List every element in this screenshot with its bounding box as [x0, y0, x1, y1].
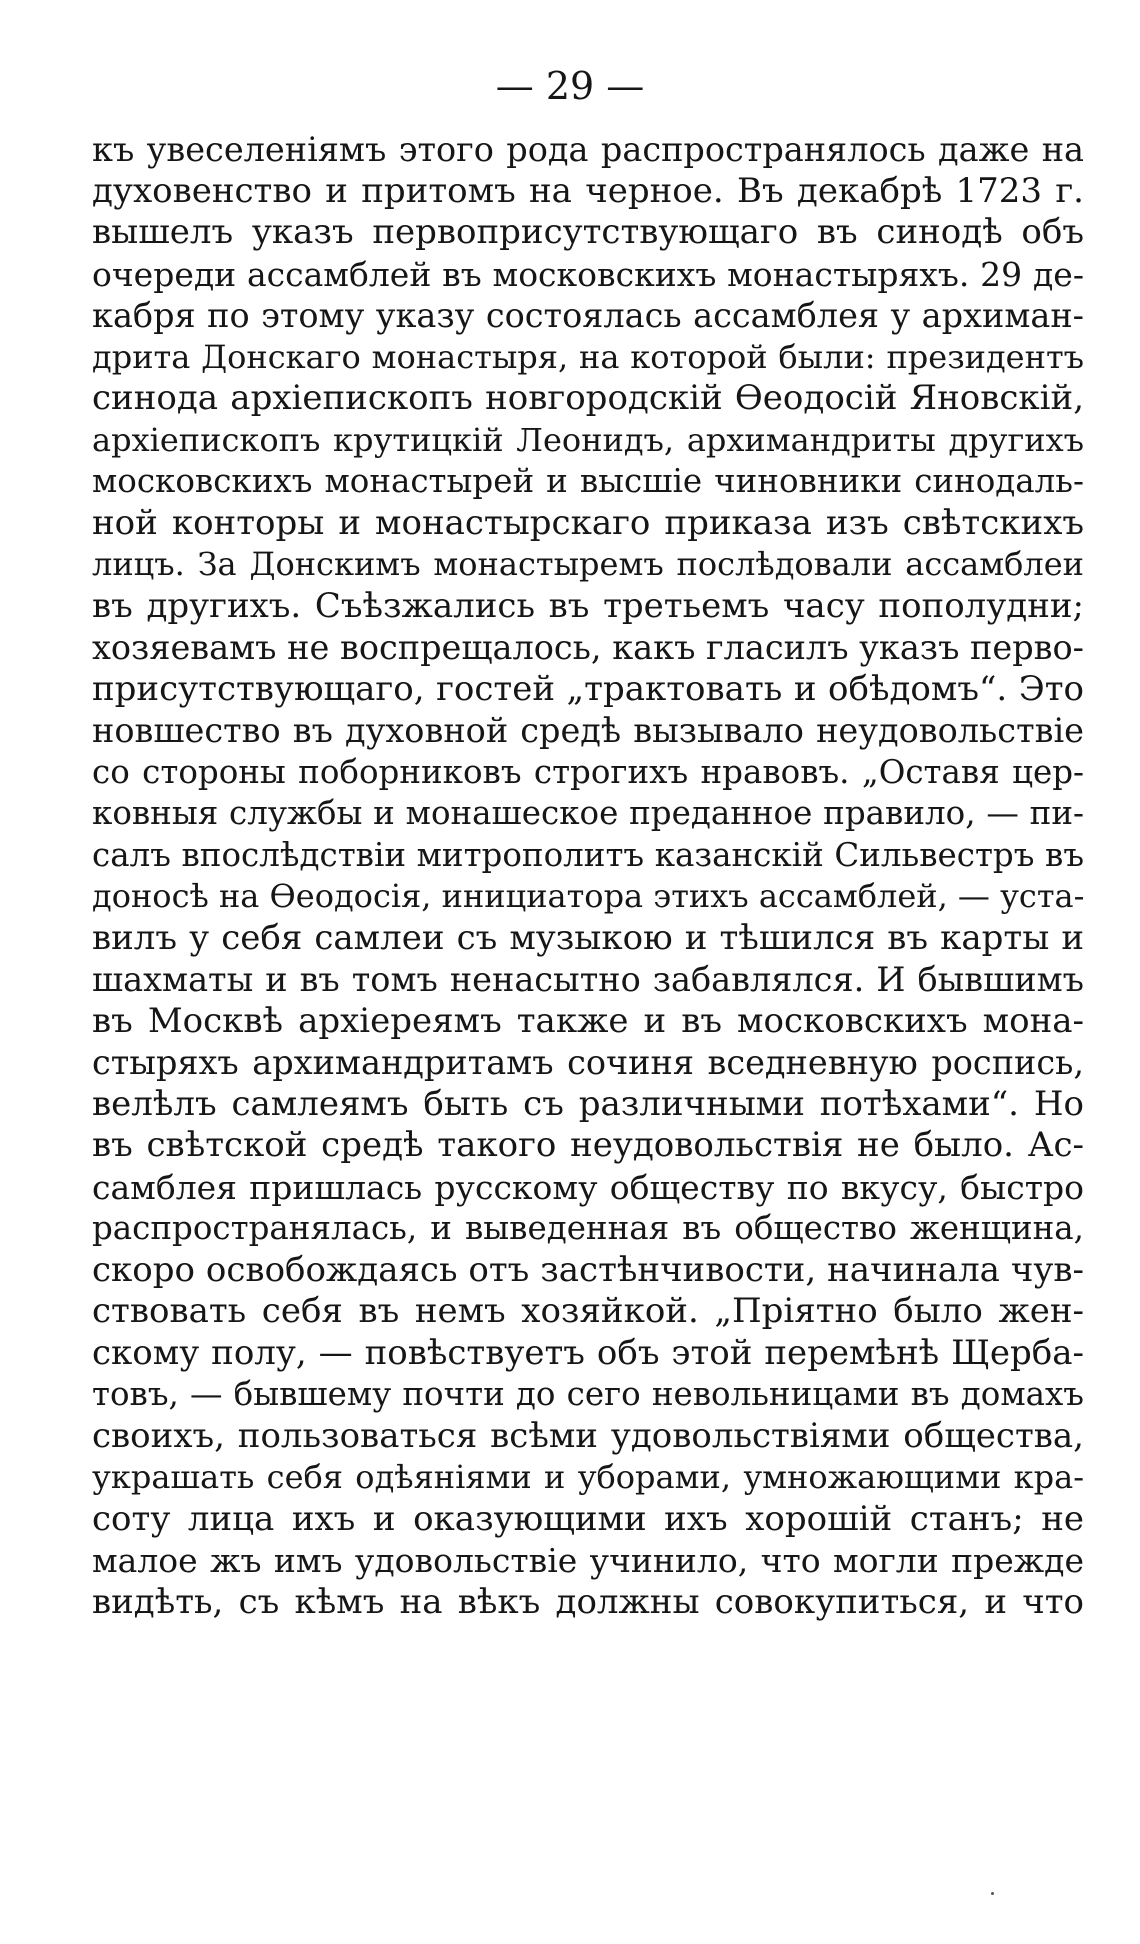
text-line: соту лица ихъ и оказующими ихъ хорошій станъ; не: [92, 1498, 1084, 1539]
text-line: архіепископъ крутицкій Леонидъ, архимандриты другихъ: [92, 420, 1084, 459]
text-line: ковныя службы и монашеское преданное правило, — пи-: [92, 794, 1084, 832]
text-line: распространялась, и выведенная въ общество женщина,: [92, 1209, 1084, 1247]
text-line: очереди ассамблей въ московскихъ монастыряхъ. 29 де-: [92, 254, 1084, 294]
text-line: духовенство и притомъ на черное. Въ декабрѣ 1723 г.: [92, 170, 1084, 211]
body-text: [92, 129, 1084, 1623]
text-line: украшать себя одѣяніями и уборами, умножающими кра-: [92, 1458, 1084, 1496]
text-line: со стороны поборниковъ строгихъ нравовъ. „Оставя цер-: [92, 752, 1084, 791]
text-line: велѣлъ самлеямъ быть съ различными потѣхами“. Но: [92, 1083, 1084, 1124]
text-line: синода архіепископъ новгородскій Ѳеодосій Яновскій,: [92, 378, 1084, 418]
text-line: московскихъ монастырей и высшіе чиновники синодаль-: [92, 462, 1084, 500]
text-line: ной конторы и монастырскаго приказа изъ свѣтскихъ: [92, 502, 1084, 543]
text-line: самблея пришлась русскому обществу по вкусу, быстро: [92, 1167, 1084, 1207]
text-line: дрита Донскаго монастыря, на которой были: президентъ: [92, 337, 1084, 376]
text-line: стыряхъ архимандритамъ сочиня вседневную роспись,: [92, 1043, 1084, 1082]
text-line: въ свѣтской средѣ такого неудовольствія не было. Ас-: [92, 1125, 1084, 1165]
text-line: кабря по этому указу состоялась ассамблея у архиман-: [92, 296, 1084, 335]
page-number: — 29 —: [495, 64, 645, 108]
text-line: присутствующаго, гостей „трактовать и обѣдомъ“. Это: [92, 668, 1084, 709]
text-line: малое жъ имъ удовольствіе учинило, что могли прежде: [92, 1541, 1084, 1580]
text-line: своихъ, пользоваться всѣми удовольствіями общества,: [92, 1415, 1084, 1456]
text-line: вилъ у себя самлеи съ музыкою и тѣшился въ карты и: [92, 917, 1084, 958]
text-line: ствовать себя въ немъ хозяйкой. „Пріятно было жен-: [92, 1291, 1084, 1331]
text-line: салъ впослѣдствіи митрополитъ казанскій Сильвестръ въ: [92, 835, 1084, 874]
text-line: новшество въ духовной средѣ вызывало неудовольствіе: [92, 711, 1084, 750]
speck-mark: [991, 1892, 994, 1895]
text-line: доносѣ на Ѳеодосія, инициатора этихъ ассамблей, — уста-: [92, 877, 1084, 915]
text-line: лицъ. За Донскимъ монастыремъ послѣдовали ассамблеи: [92, 545, 1084, 583]
text-line: къ увеселеніямъ этого рода распространялось даже на: [92, 130, 1084, 169]
text-line: хозяевамъ не воспрещалось, какъ гласилъ указъ перво-: [92, 628, 1084, 667]
text-line: въ другихъ. Съѣзжались въ третьемъ часу пополудни;: [92, 585, 1084, 626]
text-line: скому полу, — повѣствуетъ объ этой перемѣнѣ Щерба-: [92, 1332, 1084, 1373]
text-line: въ Москвѣ архіереямъ также и въ московскихъ мона-: [92, 1000, 1084, 1041]
text-line: вышелъ указъ первоприсутствующаго въ синодѣ объ: [92, 212, 1084, 252]
text-line: товъ, — бывшему почти до сего невольницами въ домахъ: [92, 1375, 1084, 1413]
text-line: видѣть, съ кѣмъ на вѣкъ должны совокупиться, и что: [92, 1581, 1084, 1622]
text-line: скоро освобождаясь отъ застѣнчивости, начинала чув-: [92, 1249, 1084, 1290]
text-line: шахматы и въ томъ ненасытно забавлялся. И бывшимъ: [92, 960, 1084, 999]
